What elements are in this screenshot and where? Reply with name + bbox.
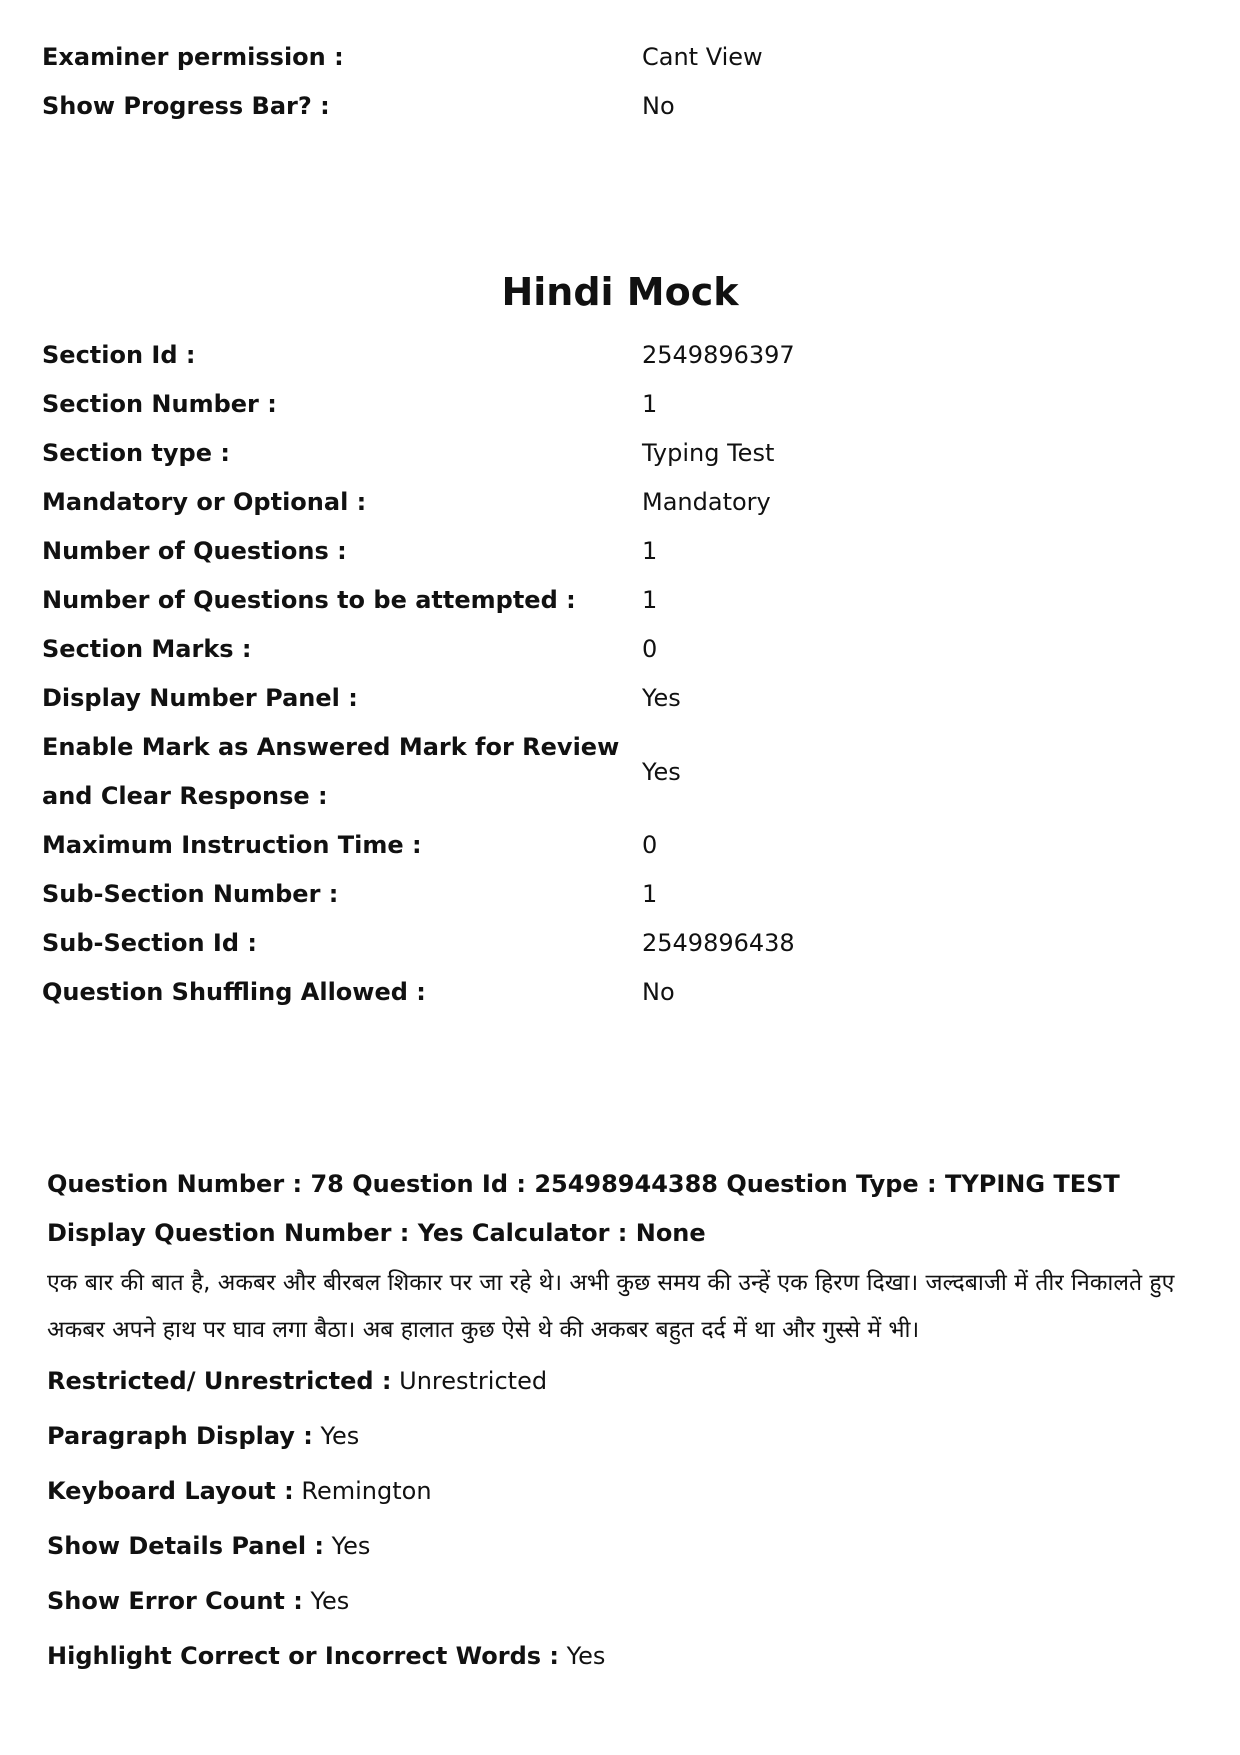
kv-row (42, 33, 1202, 82)
property-label: Show Details Panel : (47, 1532, 325, 1560)
property-label: Show Error Count : (47, 1587, 303, 1615)
property-value: Unrestricted (399, 1367, 548, 1395)
property-value: Yes (310, 1587, 350, 1615)
kv-row (42, 331, 1202, 380)
kv-label: Mandatory or Optional : (42, 488, 367, 516)
property-label: Highlight Correct or Incorrect Words : (47, 1642, 560, 1670)
property-value: Yes (331, 1532, 371, 1560)
kv-label: Maximum Instruction Time : (42, 831, 422, 859)
property-value: Remington (301, 1477, 432, 1505)
section-title: Hindi Mock (501, 270, 739, 314)
kv-row (42, 527, 1202, 576)
kv-row (42, 870, 1202, 919)
kv-label: Enable Mark as Answered Mark for Review and Clear Response : (42, 733, 620, 810)
kv-label: Section type : (42, 439, 230, 467)
kv-value: 0 (642, 635, 658, 663)
kv-value: 1 (642, 537, 658, 565)
question-property (47, 1629, 1207, 1684)
kv-value: 0 (642, 831, 658, 859)
kv-value: No (642, 978, 675, 1006)
section-details-table (42, 331, 1202, 1017)
kv-label: Section Id : (42, 341, 196, 369)
kv-label: Examiner permission : (42, 43, 344, 71)
kv-value: Mandatory (642, 488, 771, 516)
property-label: Paragraph Display : (47, 1422, 313, 1450)
kv-row (42, 919, 1202, 968)
kv-label: Section Number : (42, 390, 277, 418)
property-value: Yes (566, 1642, 606, 1670)
kv-row (42, 576, 1202, 625)
kv-row (42, 723, 1202, 821)
kv-row (42, 82, 1202, 131)
kv-label: Sub-Section Id : (42, 929, 257, 957)
kv-label: Question Shuffling Allowed : (42, 978, 426, 1006)
kv-value: Typing Test (642, 439, 775, 467)
kv-row (42, 625, 1202, 674)
property-label: Restricted/ Unrestricted : (47, 1367, 392, 1395)
kv-value: No (642, 92, 675, 120)
question-property (47, 1574, 1207, 1629)
property-value: Yes (320, 1422, 360, 1450)
kv-value: 2549896438 (642, 929, 795, 957)
kv-label: Number of Questions : (42, 537, 347, 565)
kv-row (42, 429, 1202, 478)
kv-label: Number of Questions to be attempted : (42, 586, 576, 614)
kv-value: Yes (642, 684, 681, 712)
kv-row (42, 674, 1202, 723)
kv-value: 2549896397 (642, 341, 795, 369)
question-header: Question Number : 78 Question Id : 25498944388 Question Type : TYPING TEST Display Question Number : Yes Calculator : None (47, 1170, 1120, 1247)
property-label: Keyboard Layout : (47, 1477, 294, 1505)
kv-value: 1 (642, 586, 658, 614)
kv-row (42, 380, 1202, 429)
kv-label: Display Number Panel : (42, 684, 358, 712)
kv-row (42, 478, 1202, 527)
kv-label: Sub-Section Number : (42, 880, 339, 908)
kv-label: Section Marks : (42, 635, 252, 663)
kv-row (42, 821, 1202, 870)
question-property (47, 1409, 1207, 1464)
question-property (47, 1464, 1207, 1519)
kv-row (42, 968, 1202, 1017)
question-paragraph: एक बार की बात है, अकबर और बीरबल शिकार पर जा रहे थे। अभी कुछ समय की उन्हें एक हिरण दिखा। जल्दबाजी में तीर निकालते हुए अकबर अपने हाथ पर घाव लगा बैठा। अब हालात कुछ ऐसे थे की अकबर बहुत दर्द में था और गुस्से में भी। (47, 1270, 1175, 1343)
kv-value: 1 (642, 390, 658, 418)
question-property (47, 1354, 1207, 1409)
kv-value: 1 (642, 880, 658, 908)
kv-value: Cant View (642, 43, 763, 71)
kv-value: Yes (642, 757, 681, 786)
question-property (47, 1519, 1207, 1574)
examiner-settings-table (42, 33, 1202, 131)
kv-label: Show Progress Bar? : (42, 92, 330, 120)
question-block (47, 1160, 1207, 1684)
